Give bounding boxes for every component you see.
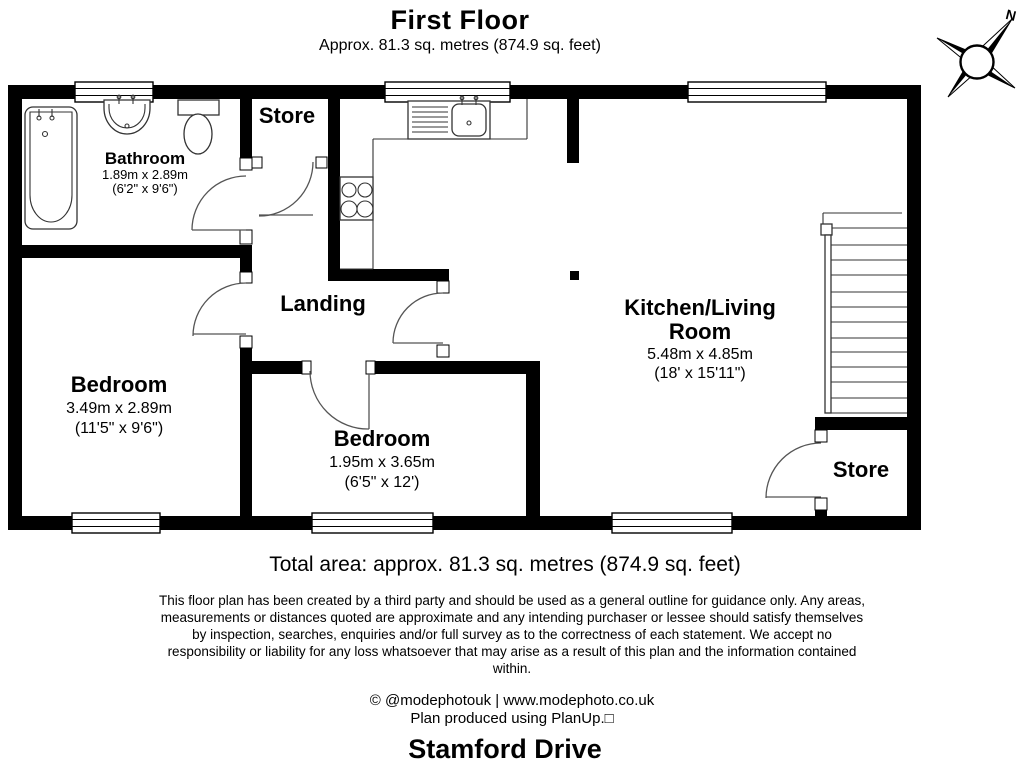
page-title: First Floor: [390, 5, 530, 35]
disclaimer-line: by inspection, searches, enquiries and/or full survey as to the correctness of each statement. We accept no: [192, 627, 832, 642]
bathroom-dims-metric: 1.89m x 2.89m: [102, 167, 188, 182]
disclaimer-line: responsibility or liability for any loss whatsoever that may arise as a result of this plan and the information contained: [167, 644, 857, 659]
store-bottom-label: Store: [832, 457, 890, 482]
disclaimer-line: measurements or distances quoted are approximate and any intending purchaser or lessee should satisfy themselves: [160, 610, 864, 625]
bedroom2-door: [310, 371, 369, 429]
bathtub: [25, 107, 77, 229]
page-subtitle: Approx. 81.3 sq. metres (874.9 sq. feet): [319, 37, 601, 54]
north-label: N: [1004, 6, 1018, 24]
bedroom2-dims-metric: 1.95m x 3.65m: [329, 454, 435, 471]
compass-rose-icon: [937, 6, 1018, 97]
window: [688, 82, 826, 102]
window: [72, 513, 160, 533]
disclaimer-line: within.: [492, 661, 532, 676]
bathroom-label: Bathroom: [104, 149, 186, 168]
bathroom-dims-imperial: (6'2" x 9'6"): [112, 181, 178, 196]
kitchen-living-label-line2: Room: [668, 319, 732, 344]
store-bottom-door: [766, 443, 821, 498]
window: [385, 82, 510, 102]
kitchen-living-label-line1: Kitchen/Living: [624, 295, 776, 320]
total-area-text: Total area: approx. 81.3 sq. metres (874.9 sq. feet): [269, 553, 741, 576]
bedroom1-door: [193, 283, 246, 336]
window: [612, 513, 732, 533]
kitchen-living-dims-imperial: (18' x 15'11"): [654, 365, 746, 382]
bedroom1-label: Bedroom: [70, 372, 168, 397]
window: [312, 513, 433, 533]
landing-label: Landing: [280, 291, 366, 316]
bedroom2-dims-imperial: (6'5" x 12'): [344, 474, 420, 491]
store-top-label: Store: [258, 103, 316, 128]
software-text: Plan produced using PlanUp.□: [410, 710, 614, 727]
disclaimer-line: This floor plan has been created by a third party and should be used as a general outline for guidance only. Any areas,: [159, 593, 865, 608]
kitchen-living-dims-metric: 5.48m x 4.85m: [647, 346, 753, 363]
kitchen-door: [393, 293, 443, 343]
address-title: Stamford Drive: [408, 734, 602, 764]
kitchen-sink: [408, 96, 490, 139]
store-top-door: [259, 162, 313, 216]
credit-text: © @modephotouk | www.modephoto.co.uk: [369, 692, 655, 709]
bedroom2-label: Bedroom: [333, 426, 431, 451]
staircase: [821, 213, 907, 413]
bedroom1-dims-metric: 3.49m x 2.89m: [66, 400, 172, 417]
room-labels: [66, 103, 889, 491]
bathroom-sink: [104, 95, 150, 134]
bathroom-door: [192, 176, 246, 230]
disclaimer: [0, 592, 1024, 677]
bedroom1-dims-imperial: (11'5" x 9'6"): [74, 420, 164, 437]
hob: [340, 177, 373, 220]
window: [75, 82, 153, 102]
toilet: [178, 100, 219, 154]
